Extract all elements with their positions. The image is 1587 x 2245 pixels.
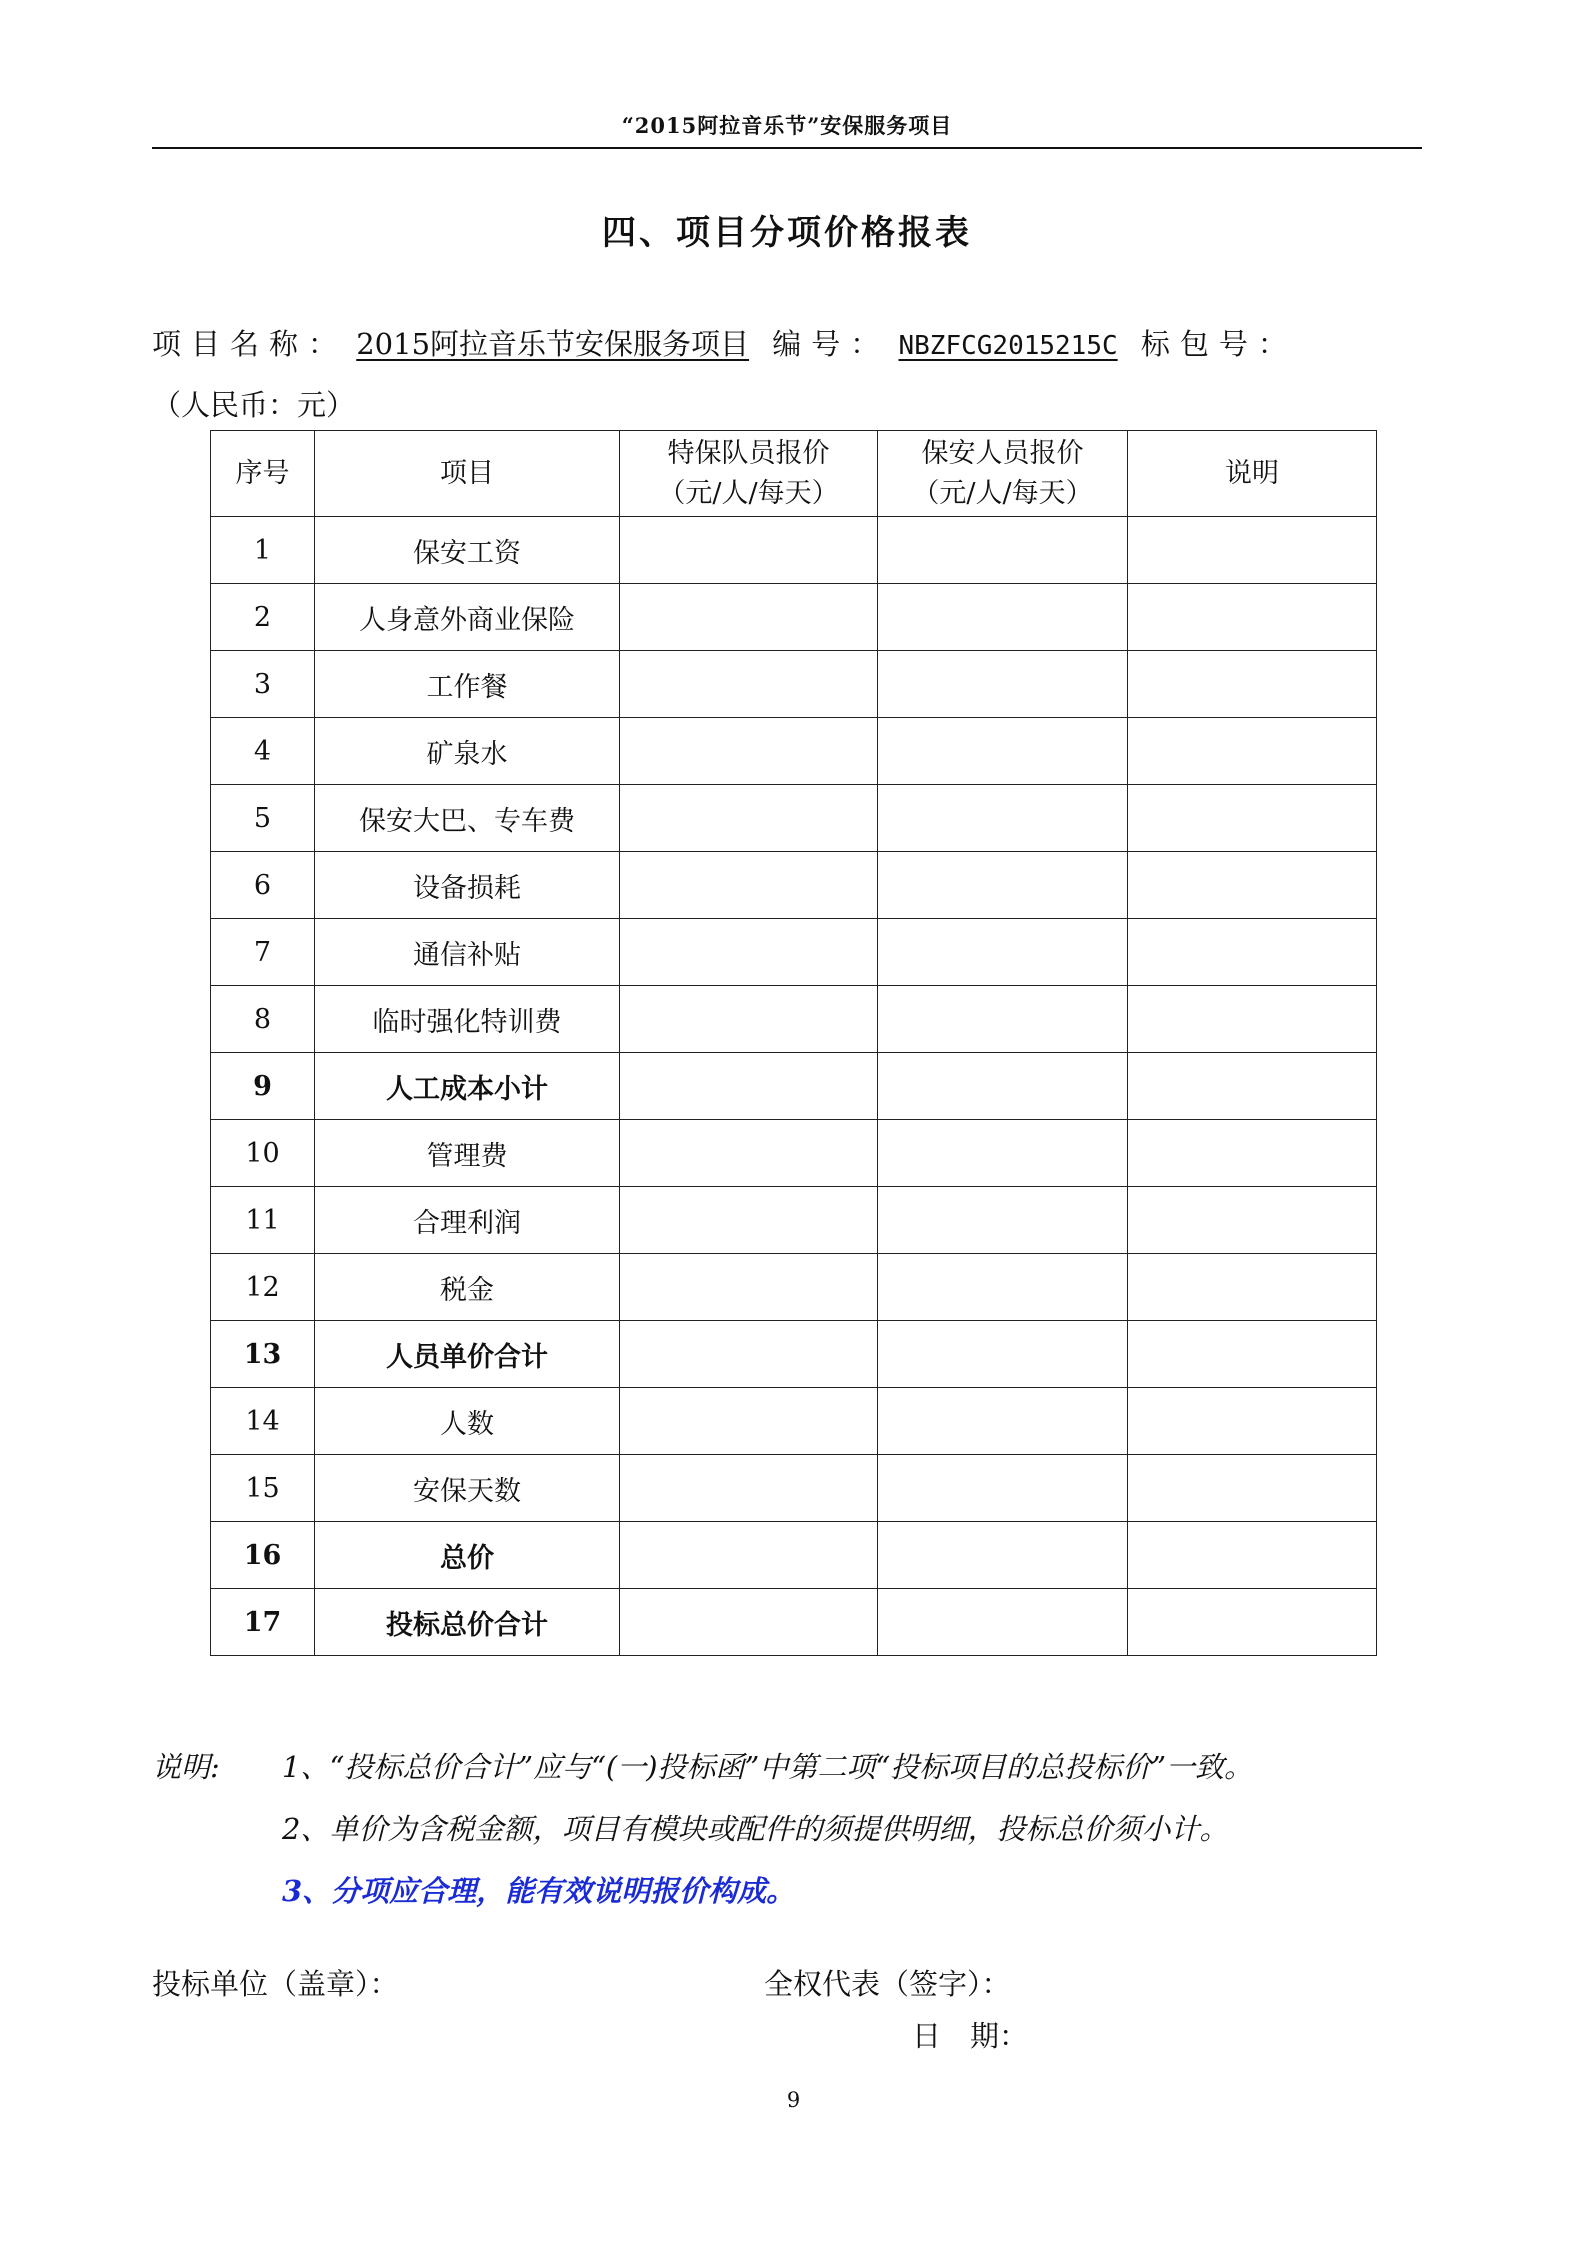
row-seq: 2 [211, 584, 315, 651]
header-security-price-line1: 保安人员报价 [921, 437, 1084, 469]
security-price-cell[interactable] [878, 1120, 1128, 1187]
table-row [211, 1455, 1377, 1522]
row-item: 投标总价合计 [315, 1589, 620, 1656]
security-price-cell[interactable] [878, 651, 1128, 718]
note-cell[interactable] [1128, 584, 1377, 651]
table-row [211, 1120, 1377, 1187]
note-text-1: 1、“投标总价合计”应与“(一)投标函”中第二项“投标项目的总投标价”一致。 [282, 1750, 1254, 1784]
note-cell[interactable] [1128, 1254, 1377, 1321]
table-row-unit-total [211, 1321, 1377, 1388]
special-price-cell[interactable] [620, 651, 878, 718]
table-row-bid-total [211, 1589, 1377, 1656]
row-item: 保安工资 [315, 517, 620, 584]
special-price-cell[interactable] [620, 1254, 878, 1321]
note-cell[interactable] [1128, 1120, 1377, 1187]
row-seq: 16 [211, 1522, 315, 1589]
row-item: 人工成本小计 [315, 1053, 620, 1120]
row-seq: 14 [211, 1388, 315, 1455]
security-price-cell[interactable] [878, 584, 1128, 651]
note-cell[interactable] [1128, 919, 1377, 986]
page-number: 9 [786, 2088, 801, 2112]
project-name-value: 2015阿拉音乐节安保服务项目 [356, 327, 750, 361]
security-price-cell[interactable] [878, 1321, 1128, 1388]
row-seq: 13 [211, 1321, 315, 1388]
special-price-cell[interactable] [620, 1455, 878, 1522]
special-price-cell[interactable] [620, 517, 878, 584]
security-price-cell[interactable] [878, 1455, 1128, 1522]
table-row [211, 1187, 1377, 1254]
row-item: 管理费 [315, 1120, 620, 1187]
header-special-price-line1: 特保队员报价 [667, 437, 830, 469]
security-price-cell[interactable] [878, 986, 1128, 1053]
row-seq: 9 [211, 1053, 315, 1120]
security-price-cell[interactable] [878, 852, 1128, 919]
row-item: 通信补贴 [315, 919, 620, 986]
header-special-price [620, 431, 878, 517]
header-rule [152, 147, 1422, 149]
row-item: 税金 [315, 1254, 620, 1321]
note-cell[interactable] [1128, 852, 1377, 919]
row-seq: 7 [211, 919, 315, 986]
header-item: 项目 [315, 431, 620, 517]
row-seq: 4 [211, 718, 315, 785]
row-seq: 11 [211, 1187, 315, 1254]
security-price-cell[interactable] [878, 1589, 1128, 1656]
row-seq: 8 [211, 986, 315, 1053]
table-row [211, 651, 1377, 718]
header-security-price [878, 431, 1128, 517]
notes-label: 说明: [152, 1750, 220, 1784]
row-item: 矿泉水 [315, 718, 620, 785]
currency-note: （人民币：元） [152, 388, 356, 422]
note-line-3 [152, 1869, 1253, 1931]
note-cell[interactable] [1128, 517, 1377, 584]
table-row [211, 1254, 1377, 1321]
price-table [210, 430, 1377, 1656]
row-item: 临时强化特训费 [315, 986, 620, 1053]
table-row [211, 584, 1377, 651]
security-price-cell[interactable] [878, 1388, 1128, 1455]
bidder-seal-label: 投标单位（盖章）： [152, 1967, 399, 2001]
row-seq: 12 [211, 1254, 315, 1321]
row-seq: 10 [211, 1120, 315, 1187]
security-price-cell[interactable] [878, 919, 1128, 986]
header-note: 说明 [1128, 431, 1377, 517]
package-number-label: 标包号： [1140, 327, 1297, 361]
page-title: 四、项目分项价格报表 [602, 213, 972, 253]
note-cell[interactable] [1128, 986, 1377, 1053]
note-text-2: 2、单价为含税金额，项目有模块或配件的须提供明细，投标总价须小计。 [282, 1812, 1229, 1846]
special-price-cell[interactable] [620, 584, 878, 651]
project-name-label: 项目名称： [152, 327, 348, 361]
table-row [211, 919, 1377, 986]
security-price-cell[interactable] [878, 785, 1128, 852]
table-row [211, 986, 1377, 1053]
date-label: 日 期： [912, 2019, 1029, 2053]
row-item: 人数 [315, 1388, 620, 1455]
special-price-cell[interactable] [620, 986, 878, 1053]
special-price-cell[interactable] [620, 852, 878, 919]
special-price-cell[interactable] [620, 1522, 878, 1589]
note-cell[interactable] [1128, 1589, 1377, 1656]
special-price-cell[interactable] [620, 1388, 878, 1455]
row-seq: 6 [211, 852, 315, 919]
row-item: 工作餐 [315, 651, 620, 718]
note-cell[interactable] [1128, 718, 1377, 785]
table-row [211, 1388, 1377, 1455]
table-row [211, 852, 1377, 919]
security-price-cell[interactable] [878, 1187, 1128, 1254]
table-row [211, 785, 1377, 852]
note-cell[interactable] [1128, 651, 1377, 718]
note-cell[interactable] [1128, 1187, 1377, 1254]
note-cell[interactable] [1128, 785, 1377, 852]
representative-sign-label: 全权代表（签字）： [764, 1967, 1011, 2001]
note-line-2 [152, 1807, 1253, 1869]
note-cell[interactable] [1128, 1522, 1377, 1589]
project-number-label: 编号： [772, 327, 890, 361]
security-price-cell[interactable] [878, 517, 1128, 584]
header-seq: 序号 [211, 431, 315, 517]
row-item: 人员单价合计 [315, 1321, 620, 1388]
security-price-cell[interactable] [878, 1053, 1128, 1120]
row-seq: 1 [211, 517, 315, 584]
special-price-cell[interactable] [620, 1053, 878, 1120]
header-security-price-line2: （元/人/每天） [912, 477, 1093, 509]
note-cell[interactable] [1128, 1455, 1377, 1522]
table-row [211, 718, 1377, 785]
special-price-cell[interactable] [620, 1120, 878, 1187]
special-price-cell[interactable] [620, 1589, 878, 1656]
row-seq: 3 [211, 651, 315, 718]
row-seq: 17 [211, 1589, 315, 1656]
page-header: “2015阿拉音乐节”安保服务项目 [621, 113, 953, 138]
row-seq: 5 [211, 785, 315, 852]
table-row [211, 517, 1377, 584]
special-price-cell[interactable] [620, 919, 878, 986]
note-line-1 [152, 1745, 1253, 1807]
note-cell[interactable] [1128, 1053, 1377, 1120]
row-seq: 15 [211, 1455, 315, 1522]
row-item: 总价 [315, 1522, 620, 1589]
note-cell[interactable] [1128, 1388, 1377, 1455]
security-price-cell[interactable] [878, 1254, 1128, 1321]
note-text-3: 3、分项应合理，能有效说明报价构成。 [282, 1874, 796, 1908]
row-item: 合理利润 [315, 1187, 620, 1254]
table-header-row [211, 431, 1377, 517]
table-row-subtotal [211, 1053, 1377, 1120]
project-number-value: NBZFCG2015215C [898, 331, 1118, 361]
row-item: 安保天数 [315, 1455, 620, 1522]
special-price-cell[interactable] [620, 1321, 878, 1388]
project-meta [152, 322, 1442, 363]
security-price-cell[interactable] [878, 1522, 1128, 1589]
table-row-total [211, 1522, 1377, 1589]
row-item: 设备损耗 [315, 852, 620, 919]
security-price-cell[interactable] [878, 718, 1128, 785]
special-price-cell[interactable] [620, 785, 878, 852]
row-item: 人身意外商业保险 [315, 584, 620, 651]
row-item: 保安大巴、专车费 [315, 785, 620, 852]
notes-section [152, 1745, 1253, 1931]
special-price-cell[interactable] [620, 1187, 878, 1254]
note-cell[interactable] [1128, 1321, 1377, 1388]
special-price-cell[interactable] [620, 718, 878, 785]
header-special-price-line2: （元/人/每天） [658, 477, 839, 509]
